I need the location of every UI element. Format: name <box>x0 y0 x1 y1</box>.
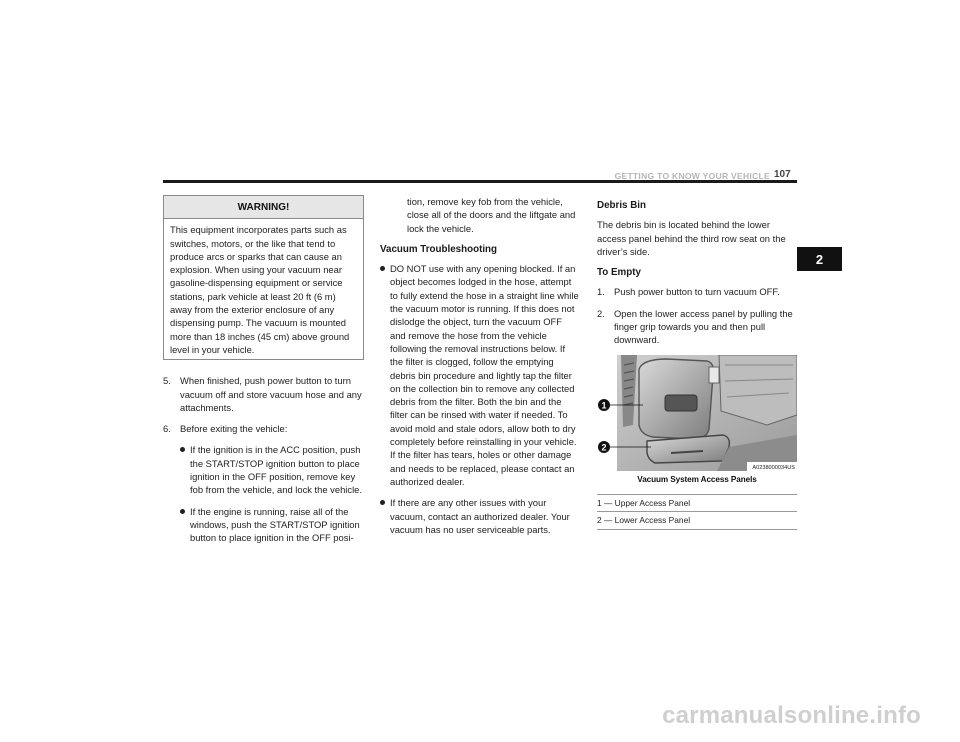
bullet-text: If there are any other issues with your vacuum, contact an authorized dealer. Your vacuum has no user serviceable parts. <box>390 497 570 535</box>
page-number: 107 <box>774 169 791 180</box>
step-number: 5. <box>163 375 171 387</box>
list-item <box>180 443 364 496</box>
bullet-icon <box>380 266 385 271</box>
warning-title: WARNING! <box>164 196 363 219</box>
step-text: Open the lower access panel by pulling the finger grip towards you and then pull downward. <box>614 307 793 346</box>
step-number: 1. <box>597 286 605 298</box>
figure-legend <box>597 494 797 530</box>
step-text: When finished, push power button to turn vacuum off and store vacuum hose and any attachments. <box>180 375 362 413</box>
callout-label-2: 2 <box>601 442 607 453</box>
debris-bin-heading: Debris Bin <box>597 200 646 211</box>
list-item <box>180 505 364 545</box>
image-code: A0238000034US <box>752 464 795 471</box>
bullet-text: If the ignition is in the ACC position, push the START/STOP ignition button to place ignition in the OFF position, remove key fob from the vehicle, and lock the vehicle. <box>190 444 362 496</box>
warning-text: This equipment incorporates parts such as switches, motors, or the like that tend to produce arcs or sparks that can cause an explosion. When using your vacuum near gasoline-dispensing equipment or service stations, park vehicle at least 20 ft (6 m) away from the exterior enclosure of any dispensing pump. The vacuum is mounted more than 18 inches (45 cm) above ground level in your vehicle. <box>170 224 350 355</box>
legend-item: 2 — Lower Access Panel <box>597 512 797 529</box>
column-left <box>163 195 364 553</box>
step-5 <box>163 374 364 414</box>
step-text: Before exiting the vehicle: <box>180 423 288 435</box>
empty-step-1 <box>597 285 797 298</box>
bullet-text: DO NOT use with any opening blocked. If an object becomes lodged in the hose, attempt to fully extend the hose in a straight line while the vacuum motor is running. If this does not dislodge the object, turn the vacuum OFF and remove the hose from the vehicle following the removal instructions below. If the filter is clogged, follow the emptying debris bin procedure and lightly tap the filter on the collection bin to remove any collected debris from the filter. Both the bin and the filter can be rinsed with water if needed. To avoid mold and stale odors, allow both to dry completely before reinstalling in your vehicle. If the filter has tears, holes or other damage and needs to be replaced, please contact an authorized dealer. <box>390 263 579 487</box>
list-item <box>380 262 580 488</box>
step-6-bullets <box>180 443 364 544</box>
vacuum-figure <box>597 355 797 530</box>
column-right <box>597 195 797 530</box>
continuation-text: tion, remove key fob from the vehicle, close all of the doors and the liftgate and lock the vehicle. <box>407 196 576 234</box>
watermark-text: carmanualsonline.info <box>662 702 921 729</box>
vacuum-panels-illustration <box>597 355 797 471</box>
figure-caption: Vacuum System Access Panels <box>637 474 757 484</box>
to-empty-heading: To Empty <box>597 267 641 279</box>
running-header: GETTING TO KNOW YOUR VEHICLE <box>614 171 770 181</box>
warning-box <box>163 195 364 360</box>
callout-label-1: 1 <box>601 400 607 411</box>
chapter-tab[interactable]: 2 <box>797 247 842 271</box>
step-text: Push power button to turn vacuum OFF. <box>614 286 780 298</box>
bullet-icon <box>180 509 185 514</box>
step-number: 2. <box>597 307 605 319</box>
step-6 <box>163 422 364 544</box>
list-item <box>380 496 580 536</box>
bullet-icon <box>180 447 185 452</box>
bullet-text: If the engine is running, raise all of the windows, push the START/STOP ignition button to place ignition in the OFF posi- <box>190 505 360 544</box>
bullet-icon <box>380 500 385 505</box>
empty-step-2 <box>597 307 797 347</box>
troubleshooting-heading: Vacuum Troubleshooting <box>380 243 498 255</box>
legend-item: 1 — Upper Access Panel <box>597 495 797 512</box>
step-number: 6. <box>163 423 171 435</box>
column-middle <box>380 195 580 544</box>
debris-bin-text: The debris bin is located behind the lower access panel behind the third row seat on the driver’s side. <box>597 219 786 257</box>
watermark <box>0 702 960 730</box>
